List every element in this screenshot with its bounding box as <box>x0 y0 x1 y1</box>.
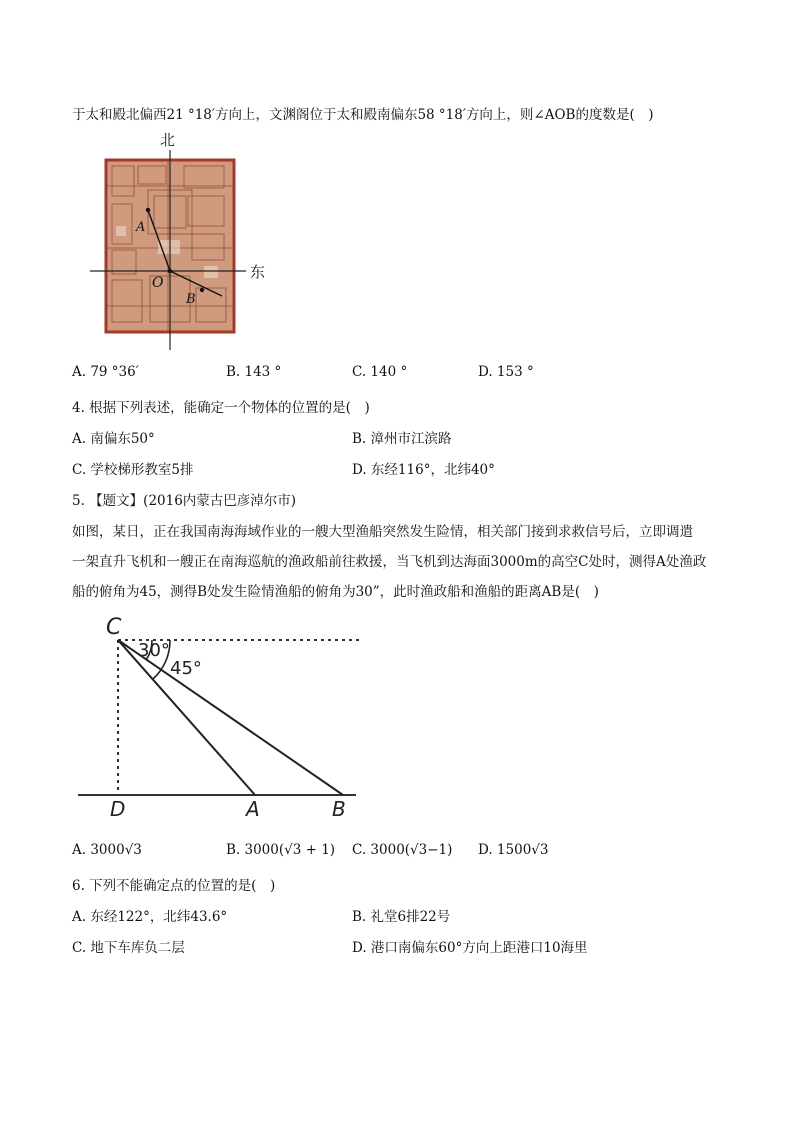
q6-stem: 6. 下列不能确定点的位置的是( ) <box>72 878 276 894</box>
map-point-o-label: O <box>152 275 164 291</box>
q5-option-d: D. 1500√3 <box>478 842 549 858</box>
q4-stem: 4. 根据下列表述，能确定一个物体的位置的是( ) <box>72 400 370 416</box>
q5-body-line-3: 船的俯角为45，测得B处发生险情渔船的俯角为30”，此时渔政船和渔船的距离AB是( ) <box>72 584 599 600</box>
map-north-label: 北 <box>160 131 176 149</box>
q4-option-c: C. 学校梯形教室5排 <box>72 462 194 478</box>
q3-option-a: A. 79 °36′ <box>72 364 139 380</box>
q3-stem: 于太和殿北偏西21 °18′方向上，文渊阁位于太和殿南偏东58 °18′方向上，则∠AOB的度数是( ) <box>72 107 654 123</box>
q5-body-line-2: 一架直升飞机和一艘正在南海巡航的渔政船前往救援，当飞机到达海面3000m的高空C处时，测得A处渔政 <box>72 554 707 570</box>
q5-geometry-figure <box>70 612 370 822</box>
q5-option-a: A. 3000√3 <box>72 842 142 858</box>
map-point-b-label: B <box>186 292 196 307</box>
q4-option-d: D. 东经116°，北纬40° <box>352 462 495 478</box>
q5-tag: 5. 【题文】(2016内蒙古巴彦淖尔市) <box>72 493 297 509</box>
fig-angle-45-label: 45° <box>170 658 202 679</box>
q5-option-b: B. 3000(√3 + 1) <box>226 842 336 858</box>
q4-option-b: B. 漳州市江滨路 <box>352 431 452 447</box>
q6-option-d: D. 港口南偏东60°方向上距港口10海里 <box>352 940 588 956</box>
q6-option-c: C. 地下车库负二层 <box>72 940 185 956</box>
map-east-label: 东 <box>250 263 266 281</box>
fig-point-d-label: D <box>110 797 126 821</box>
fig-angle-30-label: 30° <box>138 640 170 661</box>
q6-option-b: B. 礼堂6排22号 <box>352 909 451 925</box>
q3-option-c: C. 140 ° <box>352 364 408 380</box>
q3-option-b: B. 143 ° <box>226 364 282 380</box>
q4-option-a: A. 南偏东50° <box>72 431 155 447</box>
q5-body-line-1: 如图，某日，正在我国南海海域作业的一艘大型渔船突然发生险情，相关部门接到求救信号后，立即调遣 <box>72 524 693 540</box>
q3-option-d: D. 153 ° <box>478 364 534 380</box>
q6-option-a: A. 东经122°，北纬43.6° <box>72 909 228 925</box>
map-point-a-label: A <box>136 220 146 235</box>
q5-option-c: C. 3000(√3−1) <box>352 842 453 858</box>
fig-point-c-label: C <box>106 615 122 640</box>
fig-point-b-label: B <box>332 797 346 821</box>
palace-map-figure <box>88 130 278 352</box>
fig-point-a-label: A <box>246 797 260 821</box>
